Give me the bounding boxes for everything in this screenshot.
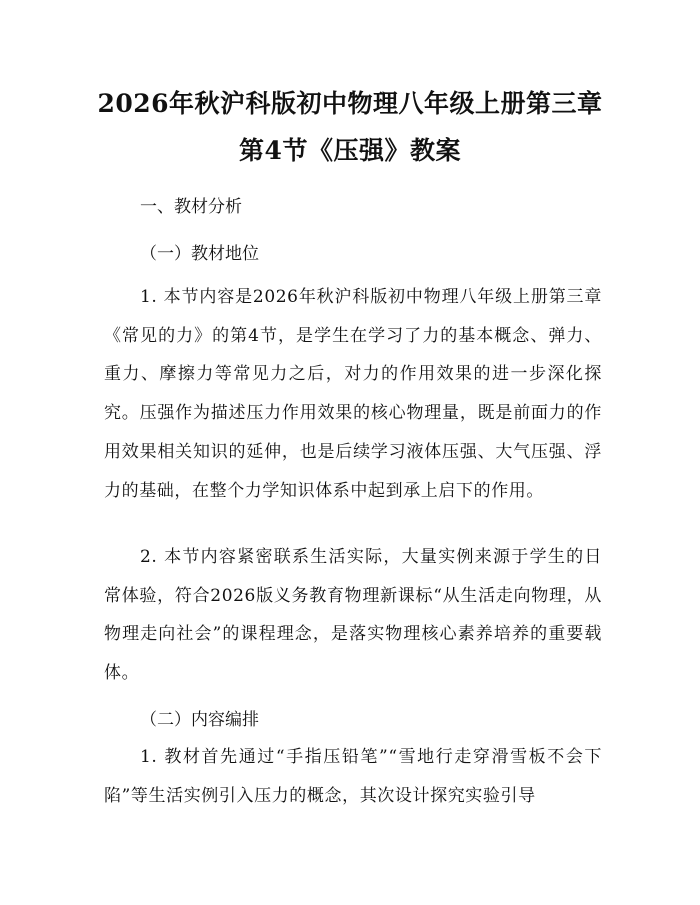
subsection-heading-content-arrangement: （二）内容编排: [140, 710, 259, 730]
document-title-line-2: 第4节《压强》教案: [239, 136, 461, 165]
paragraph-2: 2. 本节内容紧密联系生活实际，大量实例来源于学生的日常体验，符合2026版义务教育物理新课标“从生活走向物理，从物理走向社会”的课程理念，是落实物理核心素养培养的重要载体。: [104, 547, 602, 684]
subsection-heading-textbook-position: （一）教材地位: [140, 244, 259, 264]
section-heading-textbook-analysis: 一、教材分析: [140, 197, 242, 217]
paragraph-3: 1. 教材首先通过“手指压铅笔”“雪地行走穿滑雪板不会下陷”等生活实例引入压力的概念，其次设计探究实验引导: [104, 747, 602, 806]
paragraph-1: 1. 本节内容是2026年秋沪科版初中物理八年级上册第三章《常见的力》的第4节，是学生在学习了力的基本概念、弹力、重力、摩擦力等常见力之后，对力的作用效果的进一步深化探究。压强作为描述压力作用效果的核心物理量，既是前面力的作用效果相关知识的延伸，也是后续学习液体压强、大气压强、浮力的基础，在整个力学知识体系中起到承上启下的作用。: [104, 287, 602, 501]
document-title-line-1: 2026年秋沪科版初中物理八年级上册第三章: [97, 89, 603, 118]
